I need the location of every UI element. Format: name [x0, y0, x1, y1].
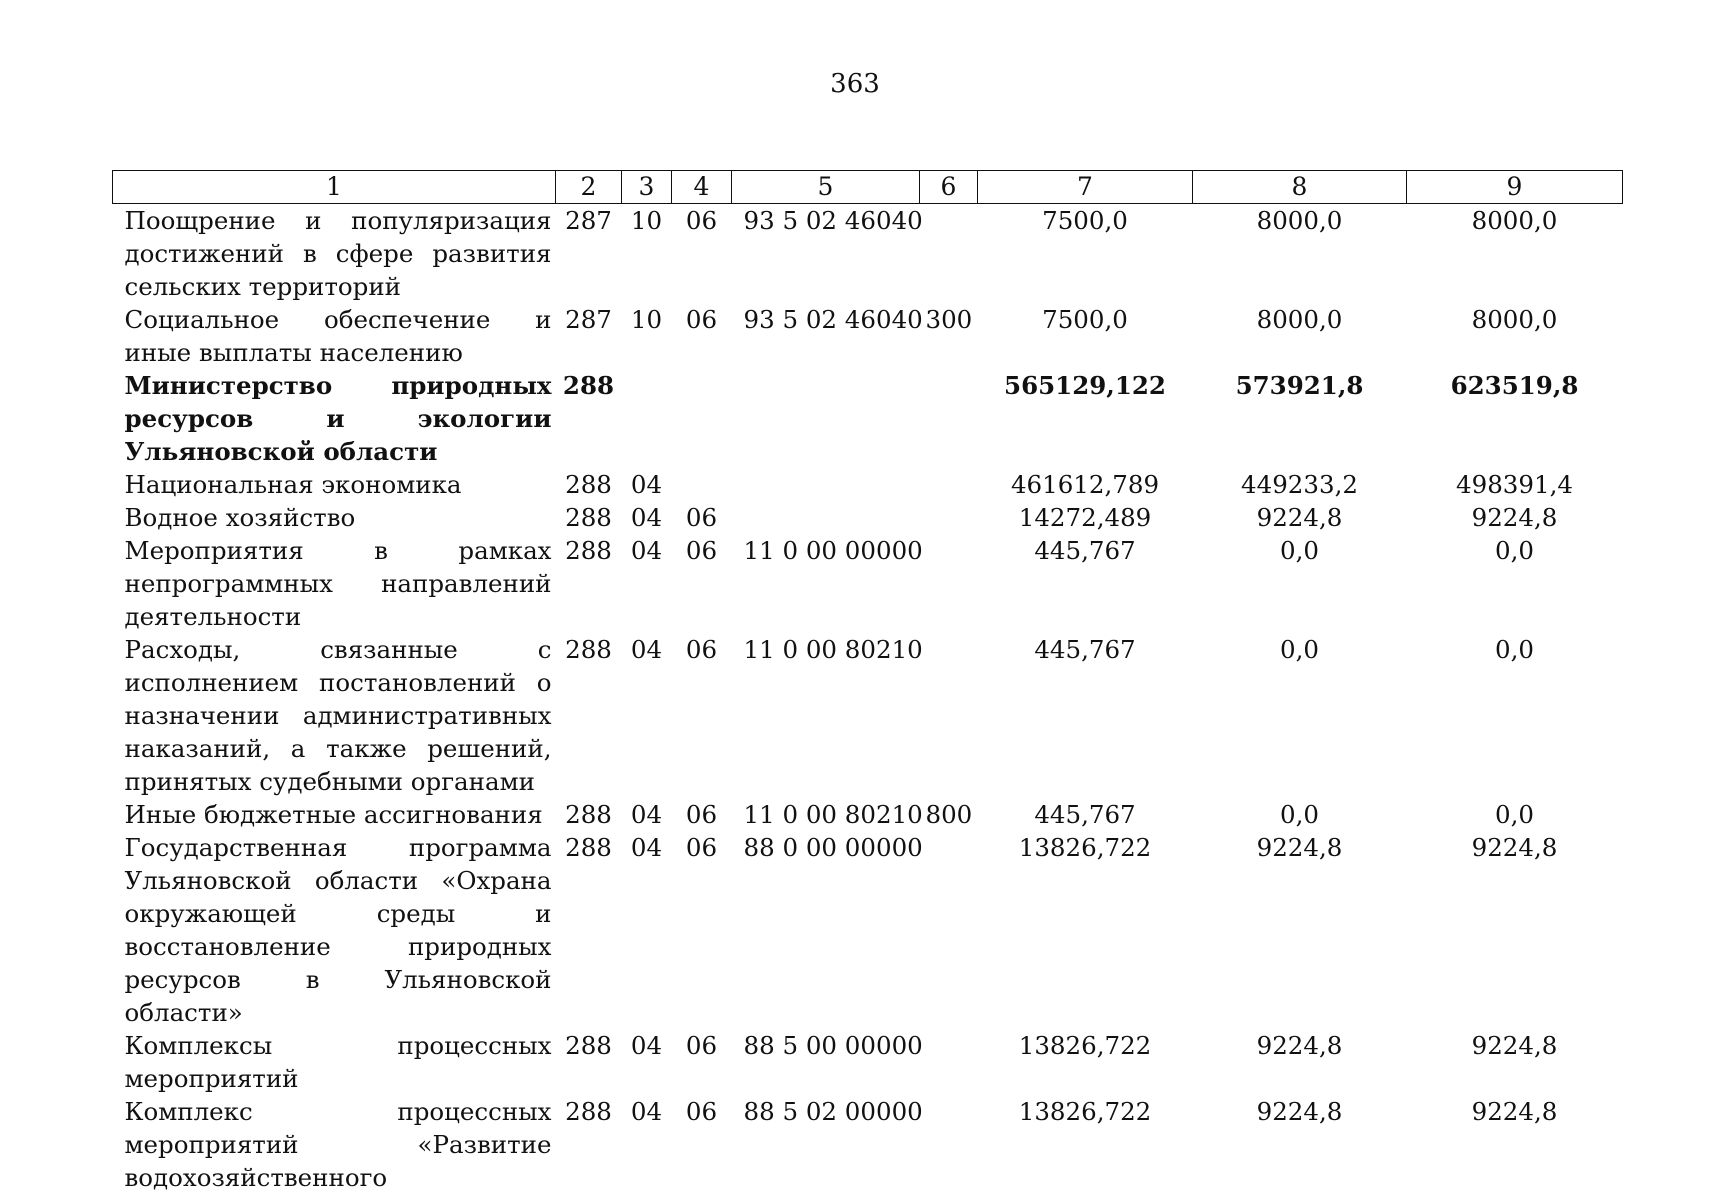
header-col-4: 4: [672, 171, 732, 204]
table-row: [113, 468, 1623, 501]
row-section-cell: 04: [630, 470, 663, 499]
row-ministry-code-cell: 288: [565, 800, 612, 829]
header-col-7: 7: [978, 171, 1193, 204]
row-amount-col8-cell: 9224,8: [1256, 833, 1343, 862]
row-section-cell: 10: [630, 305, 663, 334]
row-expense-type-cell: [920, 831, 978, 1029]
row-ministry-code-cell: 288: [562, 371, 615, 400]
row-target-article-cell: [732, 501, 920, 534]
row-ministry-code-cell: 288: [565, 833, 612, 862]
row-target-article-cell: 88 0 00 00000: [743, 833, 923, 862]
row-subsection-cell: [672, 369, 732, 468]
row-target-article-cell: 93 5 02 46040: [743, 305, 923, 334]
row-name-cell: Поощрение и популяризация достижений в сфере развития сельских территорий: [124, 206, 552, 301]
row-amount-col8-cell: 0,0: [1280, 635, 1319, 664]
row-ministry-code-cell: 288: [565, 1097, 612, 1126]
header-col-9: 9: [1407, 171, 1623, 204]
header-col-1: 1: [113, 171, 556, 204]
row-ministry-code-cell: 288: [565, 503, 612, 532]
row-name-cell: Комплексы процессных мероприятий: [124, 1031, 552, 1093]
row-amount-col8-cell: 0,0: [1280, 800, 1319, 829]
header-col-5: 5: [732, 171, 920, 204]
row-name-cell: Министерство природных ресурсов и экологии Ульяновской области: [124, 371, 552, 466]
row-amount-col9-cell: 9224,8: [1471, 1031, 1558, 1060]
table-row: [113, 204, 1623, 304]
row-expense-type-cell: 300: [925, 305, 973, 334]
row-subsection-cell: [672, 468, 732, 501]
table-row: [113, 1095, 1623, 1194]
row-subsection-cell: 06: [685, 1031, 718, 1060]
row-name-cell: Водное хозяйство: [124, 503, 356, 532]
row-amount-col7-cell: 461612,789: [1010, 470, 1160, 499]
row-amount-col8-cell: 9224,8: [1256, 1097, 1343, 1126]
table-row: [113, 798, 1623, 831]
row-name-cell: Комплекс процессных мероприятий «Развитие водохозяйственного: [124, 1097, 552, 1192]
row-expense-type-cell: [920, 501, 978, 534]
row-ministry-code-cell: 287: [565, 305, 612, 334]
row-amount-col9-cell: 0,0: [1495, 635, 1534, 664]
row-name-cell: Государственная программа Ульяновской области «Охрана окружающей среды и восстановление природных ресурсов в Ульяновской области»: [124, 833, 552, 1027]
header-col-3: 3: [622, 171, 672, 204]
table-row: [113, 1029, 1623, 1095]
row-subsection-cell: 06: [685, 536, 718, 565]
row-target-article-cell: 11 0 00 00000: [743, 536, 923, 565]
table-row: [113, 501, 1623, 534]
row-amount-col8-cell: 573921,8: [1235, 371, 1364, 400]
row-expense-type-cell: [920, 369, 978, 468]
row-amount-col7-cell: 14272,489: [1018, 503, 1152, 532]
row-subsection-cell: 06: [685, 833, 718, 862]
row-target-article-cell: [732, 369, 920, 468]
table-row: [113, 633, 1623, 798]
row-amount-col8-cell: 8000,0: [1256, 305, 1343, 334]
row-amount-col7-cell: 445,767: [1034, 536, 1136, 565]
table-row: [113, 534, 1623, 633]
row-amount-col9-cell: 9224,8: [1471, 1097, 1558, 1126]
row-section-cell: 04: [630, 833, 663, 862]
row-section-cell: 04: [630, 536, 663, 565]
row-amount-col8-cell: 9224,8: [1256, 1031, 1343, 1060]
row-subsection-cell: 06: [685, 1097, 718, 1126]
row-amount-col8-cell: 449233,2: [1241, 470, 1358, 499]
row-amount-col7-cell: 7500,0: [1042, 206, 1128, 235]
row-amount-col7-cell: 7500,0: [1042, 305, 1128, 334]
row-amount-col7-cell: 13826,722: [1018, 833, 1152, 862]
row-subsection-cell: 06: [685, 800, 718, 829]
row-amount-col7-cell: 565129,122: [1004, 371, 1166, 400]
page-number: 363: [830, 69, 880, 99]
header-col-6: 6: [920, 171, 978, 204]
row-section-cell: 04: [630, 800, 663, 829]
row-target-article-cell: 93 5 02 46040: [743, 206, 923, 235]
row-amount-col9-cell: 9224,8: [1471, 503, 1558, 532]
row-section-cell: 04: [630, 503, 663, 532]
row-target-article-cell: 11 0 00 80210: [743, 635, 923, 664]
row-section-cell: 04: [630, 635, 663, 664]
row-ministry-code-cell: 288: [565, 635, 612, 664]
row-subsection-cell: 06: [685, 503, 718, 532]
row-amount-col7-cell: 445,767: [1034, 800, 1136, 829]
row-amount-col9-cell: 498391,4: [1456, 470, 1573, 499]
row-amount-col7-cell: 445,767: [1034, 635, 1136, 664]
row-name-cell: Иные бюджетные ассигнования: [124, 800, 543, 829]
row-section-cell: 04: [630, 1097, 663, 1126]
header-row: [113, 171, 1623, 204]
row-expense-type-cell: [920, 468, 978, 501]
table-row: [113, 831, 1623, 1029]
row-amount-col9-cell: 0,0: [1495, 536, 1534, 565]
row-subsection-cell: 06: [685, 206, 718, 235]
row-amount-col8-cell: 9224,8: [1256, 503, 1343, 532]
row-name-cell: Социальное обеспечение и иные выплаты населению: [124, 305, 552, 367]
row-amount-col9-cell: 8000,0: [1471, 206, 1558, 235]
row-ministry-code-cell: 288: [565, 536, 612, 565]
row-expense-type-cell: [920, 204, 978, 304]
row-amount-col9-cell: 0,0: [1495, 800, 1534, 829]
row-ministry-code-cell: 287: [565, 206, 612, 235]
row-expense-type-cell: [920, 1095, 978, 1194]
table-row: [113, 369, 1623, 468]
row-expense-type-cell: [920, 1029, 978, 1095]
row-amount-col8-cell: 8000,0: [1256, 206, 1343, 235]
row-target-article-cell: 88 5 02 00000: [743, 1097, 923, 1126]
row-amount-col7-cell: 13826,722: [1018, 1097, 1152, 1126]
row-subsection-cell: 06: [685, 635, 718, 664]
row-ministry-code-cell: 288: [565, 470, 612, 499]
row-subsection-cell: 06: [685, 305, 718, 334]
row-ministry-code-cell: 288: [565, 1031, 612, 1060]
table-body: [113, 204, 1623, 1195]
budget-table: [112, 170, 1623, 1194]
row-expense-type-cell: 800: [925, 800, 973, 829]
row-section-cell: 10: [630, 206, 663, 235]
header-col-2: 2: [556, 171, 622, 204]
row-expense-type-cell: [920, 534, 978, 633]
row-amount-col9-cell: 8000,0: [1471, 305, 1558, 334]
row-name-cell: Национальная экономика: [124, 470, 462, 499]
row-section-cell: [622, 369, 672, 468]
row-section-cell: 04: [630, 1031, 663, 1060]
header-col-8: 8: [1193, 171, 1407, 204]
row-amount-col9-cell: 623519,8: [1450, 371, 1579, 400]
row-amount-col9-cell: 9224,8: [1471, 833, 1558, 862]
row-amount-col7-cell: 13826,722: [1018, 1031, 1152, 1060]
row-name-cell: Мероприятия в рамках непрограммных направлений деятельности: [124, 536, 552, 631]
table-header: [113, 171, 1623, 204]
row-target-article-cell: 88 5 00 00000: [743, 1031, 923, 1060]
row-expense-type-cell: [920, 633, 978, 798]
table-row: [113, 303, 1623, 369]
row-target-article-cell: [732, 468, 920, 501]
row-target-article-cell: 11 0 00 80210: [743, 800, 923, 829]
row-name-cell: Расходы, связанные с исполнением постановлений о назначении административных наказаний, а также решений, принятых судебными органами: [124, 635, 552, 796]
row-amount-col8-cell: 0,0: [1280, 536, 1319, 565]
